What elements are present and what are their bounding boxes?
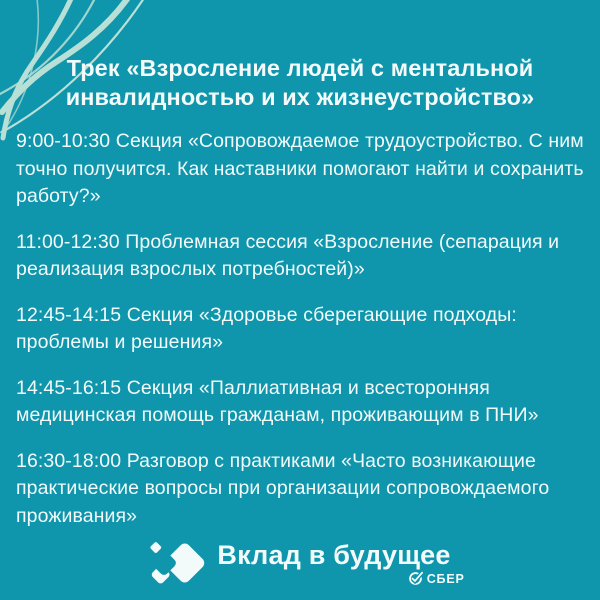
page-title: Трек «Взросление людей с ментальной инвалидностью и их жизнеустройство»: [65, 55, 535, 110]
footer-brand-lockup: [0, 535, 600, 591]
sber-check-circle-icon: [408, 571, 423, 586]
sber-logo: [408, 571, 465, 586]
schedule-list: [16, 128, 587, 548]
vklad-v-budushchee-logo-icon: [149, 535, 207, 591]
sber-label: СБЕР: [426, 571, 465, 586]
brand-name: Вклад в будущее: [217, 540, 451, 570]
schedule-item: 11:00-12:30 Проблемная сессия «Взросление (сепарация и реализация взрослых потребностей)»: [16, 230, 560, 280]
schedule-item: 14:45-16:15 Секция «Паллиативная и всесторонняя медицинская помощь гражданам, проживающим в ПНИ»: [16, 376, 539, 426]
schedule-item: 16:30-18:00 Разговор с практиками «Часто возникающие практические вопросы при организации сопровождаемого проживания»: [16, 449, 550, 527]
schedule-item: 9:00-10:30 Секция «Сопровождаемое трудоустройство. С ним точно получится. Как наставники помогают найти и сохранить работу?»: [16, 130, 584, 207]
schedule-item: 12:45-14:15 Секция «Здоровье сберегающие подходы: проблемы и решения»: [16, 303, 517, 353]
